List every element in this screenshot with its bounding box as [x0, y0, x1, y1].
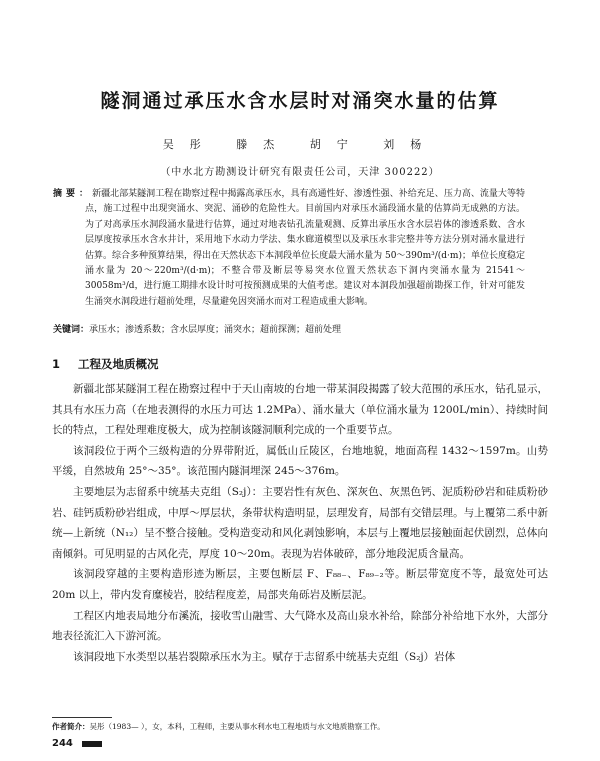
keywords-label: 关键词： [53, 325, 90, 335]
section-number: 1 [52, 357, 61, 371]
abstract-text: 新疆北部某隧洞工程在勘察过程中揭露高承压水，具有高通性好、渗透性强、补给充足、压力高、流量大等特点，施工过程中出现突涌水、突泥、涌砂的危险性大。目前国内对承压水涌段涌水量的估算尚无成熟的方法。为了对高承压水洞段涌水量进行估算，通过对地表钻孔流量观测、反算出承压水含水层岩体的渗透系数、含水层厚度按承压水含水井计，采用地下水动力学法、集水廊道模型以及承压水非完整井等方法分别对涌水量进行估算。综合多种预算结果，得出在天然状态下本洞段单位长度最大涌水量为 50～390m³/(d·m)；单位长度稳定涌水量为 20～220m³/(d·m)；不整合带及断层等易突水位置天然状态下洞内突涌水量为 21541～30058m³/d，进行施工期排水设计时可按预测成果的大值考虑。建议对本洞段加强超前勘探工作，针对可能发生涌突水洞段进行超前处理，尽量避免因突涌水而对工程造成重大影响。 [85, 189, 525, 307]
author-list: 吴彤 滕杰 胡宁 刘杨 [162, 138, 438, 151]
body-text [52, 379, 548, 667]
page-number: 244 [52, 738, 73, 749]
keywords-text: 承压水；渗透系数；含水层厚度；涌突水；超前探测；超前处理 [89, 325, 342, 335]
footnote-divider [52, 717, 112, 718]
footnote-label: 作者简介： [52, 722, 90, 731]
abstract [53, 187, 525, 310]
body-paragraph: 该洞段地下水类型以基岩裂隙承压水为主。赋存于志留系中统基夫克组（S₂j）岩体 [73, 650, 456, 663]
body-paragraph: 新疆北部某隧洞工程在勘察过程中于天山南坡的台地一带某洞段揭露了较大范围的承压水，钻孔显示，其具有水压力高（在地表测得的水压力可达 1.2MPa）、涌水量大（单位涌水量为 1200L/min）、持续时间长的特点，工程处理难度极大，成为控制该隧洞顺利完成的一个重要节点。 [52, 383, 548, 437]
page-marker-bar [82, 741, 102, 747]
paper-title: 隧洞通过承压水含水层时对涌突水量的估算 [100, 90, 500, 112]
footnote-text: 吴彤（1983— ），女，本科，工程师，主要从事水利水电工程地质与水文地质勘察工作。 [89, 722, 385, 731]
abstract-label: 摘要： [53, 189, 93, 199]
section-title: 工程及地质概况 [78, 357, 159, 371]
section-heading [52, 356, 452, 372]
body-paragraph: 工程区内地表局地分布溪流，接收雪山融雪、大气降水及高山泉水补给，除部分补给地下水外，大部分地表径流汇入下游河流。 [52, 609, 548, 643]
keywords [53, 323, 543, 337]
body-paragraph: 该洞段位于两个三级构造的分界带附近，属低山丘陵区，台地地貌，地面高程 1432～1597m。山势平缓，自然坡角 25°～35°。该范围内隧洞埋深 245～376m。 [52, 444, 548, 478]
body-paragraph: 该洞段穿越的主要构造形迹为断层，主要包断层 F、F₈₈₋、F₈₉₋₂等。断层带宽度不等，最宽处可达 20m 以上，带内发育糜棱岩，胶结程度差，局部夹角砾岩及断层泥。 [52, 568, 548, 601]
author-affiliation: （中水北方勘测设计研究有限责任公司，天津 300222） [160, 167, 440, 178]
author-footnote [52, 721, 552, 732]
body-paragraph: 主要地层为志留系中统基夫克组（S₂j）：主要岩性有灰色、深灰色、灰黑色钙、泥质粉砂岩和硅质粉砂岩、硅钙质粉砂岩组成，中厚～厚层状，条带状构造明显，层理发育，局部有交错层理。与上覆第二系中新统—上新统（N₁₂）呈不整合接触。受构造变动和风化剥蚀影响，本层与上覆地层接触面起伏剧烈，总体向南倾斜。可见明显的古风化壳，厚度 10～20m。表现为岩体破碎，部分地段泥质含量高。 [52, 485, 548, 560]
